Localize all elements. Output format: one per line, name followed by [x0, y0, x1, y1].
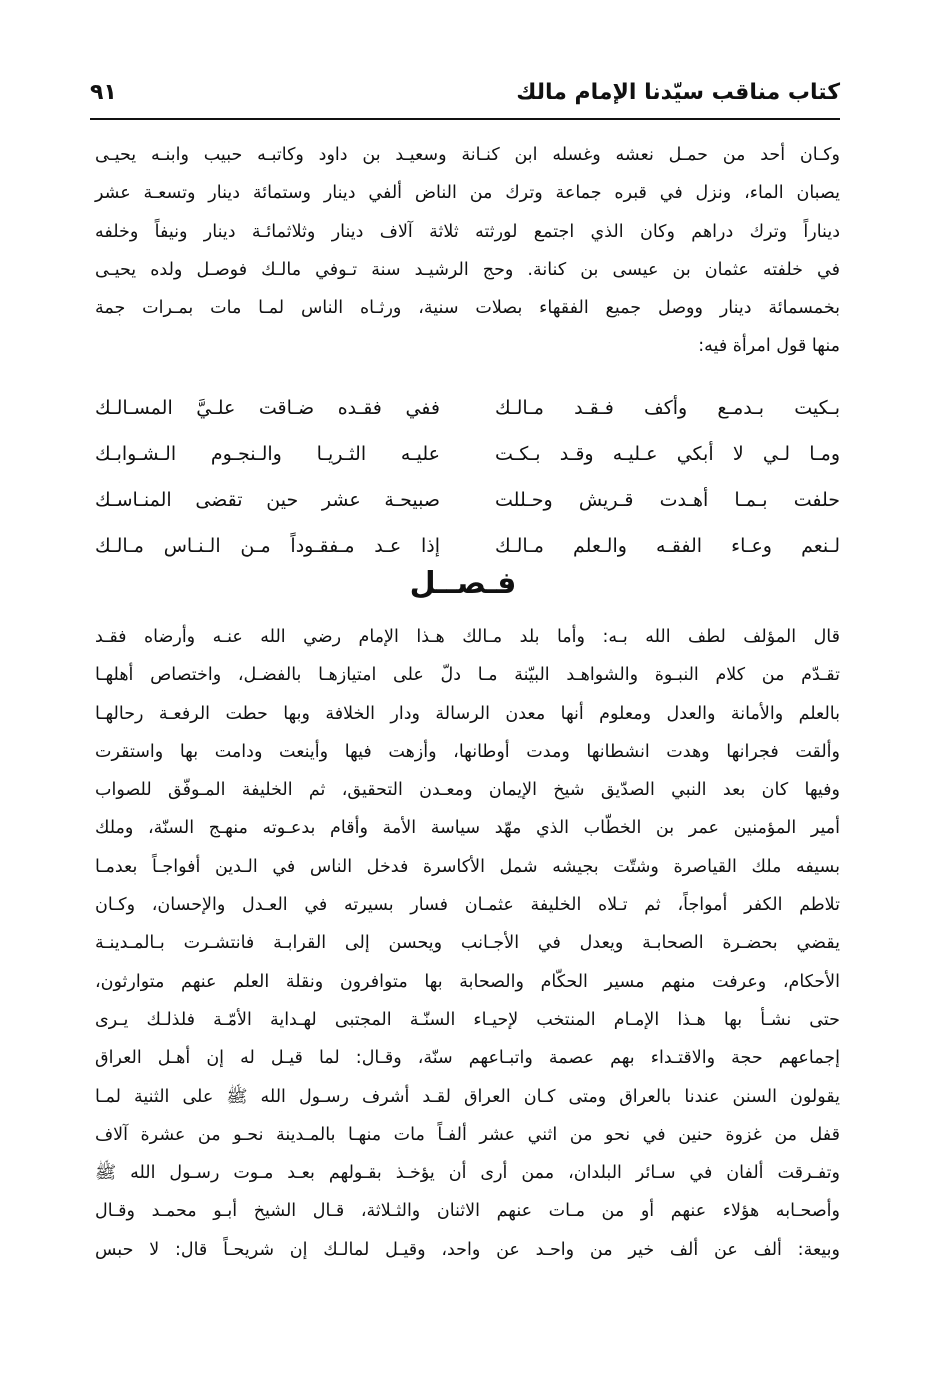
poem-verse	[95, 431, 840, 477]
verse-first-hemistich: لـنعم وعـاء الفقـه والـعلم مـالـك	[495, 535, 840, 557]
poem	[95, 385, 840, 569]
text-line: ديناراً وترك دراهم وكان الذي اجتمع لورثته ثلاثة آلاف دينار وثلاثمائـة دينار ونيفاً وخلفه	[95, 221, 840, 242]
text-line: يقضي بحضـرة الصحابـة ويعدل في الأجـانب ويحسن إلى القرابـة فانتشـرت بـالمـدينـة	[95, 933, 840, 954]
text-line: يقولون السنن عندنا بالعراق ومتى كـان العراق لقـد أشرف رسـول الله ﷺ على الثنية لمـا	[95, 1086, 840, 1107]
section-heading: فـصــل	[409, 566, 517, 601]
text-line: يصبان الماء، ونزل في قبره جماعة وترك من الناض ألفي دينار وستمائة دينار وتسعـة عشر	[95, 183, 840, 204]
text-line: قفل من غزوة حنين في نحو من اثني عشر ألفـاً مات منهـا بالمـدينة نحـو من عشرة آلاف	[95, 1124, 840, 1145]
running-header	[90, 78, 840, 120]
text-line: قال المؤلف لطف الله بـه: وأما بلد مـالك هـذا الإمام رضي الله عنـه وأرضاه فقـد	[95, 627, 840, 647]
poem-verse	[95, 523, 840, 569]
text-line: بسيفه ملك القياصرة وشتّت بجيشه شمل الأكاسرة فدخل الناس في الـدين أفواجـاً بعدمـا	[95, 856, 840, 877]
text-line: بخمسمائة دينار ووصل جميع الفقهاء بصلات سنية، ورثـاه الناس لمـا مات بمـرات جمة	[95, 298, 840, 319]
verse-first-hemistich: بـكيت بـدمـع وأكف فـقـد مـالـك	[495, 397, 840, 419]
text-line: وأصحـابه هؤلاء عنهم أو من مـات عنهم الاثنان والثـلاثة، قـال الشيخ أبـو محمـد وقـال	[95, 1201, 840, 1222]
text-line: الأحكام، وعرفت منهم مسير الحكّام والصحابة بها متوافرون ونقلة العلم عنهم متوارثون،	[95, 971, 840, 992]
verse-first-hemistich: ومـا لـي لا أبكي عـليـه وقـد بـكـت	[495, 443, 840, 465]
text-line: حتى نشـأ بها هـذا الإمـام المنتخب لإحيـاء السنّـة المجتبى لهـداية الأمّـة فلذلـك يـرى	[95, 1009, 840, 1030]
text-line: وألقت فجرانها وهدت انشطانها ومدت أوطانها، وأزهت فيها وأينعت ودامت بها واستقرت	[95, 741, 840, 762]
page-number: ٩١	[90, 80, 117, 105]
verse-second-hemistich: عليـه الثـريـا والـنجـوم الـشـوابـك	[95, 443, 440, 465]
paragraph-2	[95, 618, 840, 1269]
paragraph-1	[95, 136, 840, 366]
text-line: بالعلم والأمانة والعدل ومعلوم أنها معدن الرسالة ودار الخلافة وبها حطت الرفعـة رحالهـا	[95, 703, 840, 724]
text-line: وفيها كان بعد النبي الصدّيق شيخ الإيمان ومعـدن التحقيق، ثم الخليفة المـوفّق للصواب	[95, 780, 840, 801]
text-line: أمير المؤمنين عمر بن الخطّاب الذي مهّد سياسة الأمة وأقام بدعـوته منهـج السنّة، وملك	[95, 818, 840, 839]
verse-second-hemistich: إذا عـد مـفقـوداً مـن الـنـاس مـالـك	[95, 535, 440, 557]
text-line: منها قول امرأة فيه:	[698, 336, 840, 357]
text-line: وبيعة: ألف عن ألف خير من واحـد عن واحد، وقيـل لمالـك إن شريحـاً قال: لا حبس	[95, 1239, 840, 1260]
text-line: تلاطم الكفر أمواجاً، ثم تـلاه الخليفة عثمـان فسار بسيرته في العـدل والإحسان، وكـان	[95, 895, 840, 916]
verse-first-hemistich: حلفت بـمـا أهـدت قـريش وحـللت	[495, 489, 840, 511]
text-line: وكـان أحد من حمـل نعشه وغسله ابن كنـانة وسعيـد بن داود وكاتبـه حبيب وابنـه يحيـى	[95, 145, 840, 165]
poem-verse	[95, 477, 840, 523]
poem-verse	[95, 385, 840, 431]
text-line: تقـدّم من كلام النبـوة والشواهـد البيّنة مـا دلّ على امتيازهـا بالفضـل، واختصاص أهلهـا	[95, 665, 840, 686]
book-title: كتاب مناقب سيّدنا الإمام مالك	[516, 80, 840, 105]
verse-second-hemistich: صبيحـة عشر حين تقضى المنـاسـك	[95, 489, 440, 511]
text-line: إجماعهم حجة والاقتـداء بهم عصمة واتبـاعهم سنّة، وقـال: لما قيـل له إن أهـل العراق	[95, 1048, 840, 1069]
verse-second-hemistich: ففي فقـده ضـاقت علـيَّ المسـالـك	[95, 397, 440, 419]
text-line: وتفـرقت ألفان في سـائر البلدان، ممن أرى أن يؤخـذ بقـولهم بعـد مـوت رسـول الله ﷺ	[95, 1163, 840, 1184]
text-line: في خلفته عثمان بن عيسى بن كنانة. وحج الرشيـد سنة تـوفي مالـك فوصـل ولده يحيـى	[95, 259, 840, 280]
